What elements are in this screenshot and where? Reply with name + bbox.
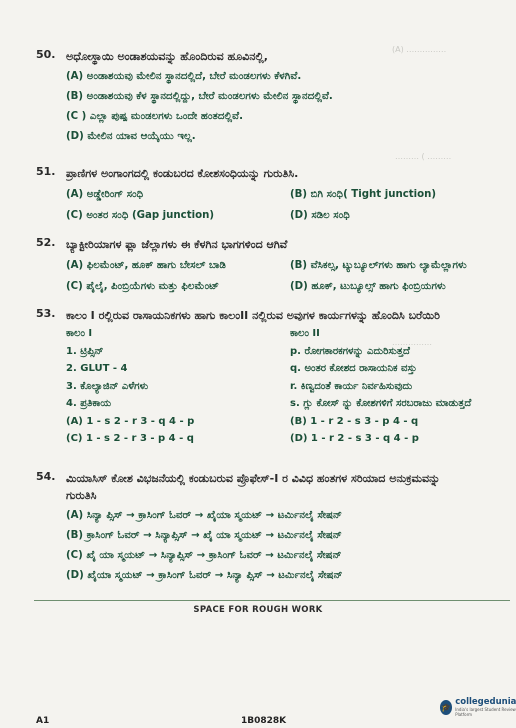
match-row xyxy=(66,378,514,396)
option-d: (D) ಸಡಿಲ ಸಂಧಿ xyxy=(290,210,350,221)
show-through-text: …………… xyxy=(392,338,432,347)
question-52 xyxy=(36,236,514,297)
option-d: (D) ಖೈಯಾ ಸ್ಮಯಟ್ → ಕ್ರಾಸಿಂಗ್ ಓವರ್ → ಸಿನ್ಯಾ ಪ್ಸಿಸ್ → ಟರ್ಮಿನಲೈ ಸೇಷನ್ xyxy=(66,570,343,581)
question-50 xyxy=(36,48,514,147)
option-a: (A) ಅಂಡಾಶಯವು ಮೇಲಿನ ಸ್ಥಾನದಲ್ಲಿದೆ, ಬೇರೆ ಮಂಡಲಗಳು ಕೆಳಗಿವೆ. xyxy=(66,71,302,82)
option-b: (B) ವೆಸಿಕಲ್ಸ, ಟ್ಯುಬ್ಯೂಲ್‌ಗಳು ಹಾಗು ಲ್ಯಾಮೆಲ್ಲಾಗಳು xyxy=(290,260,467,271)
match-left: 4. ಪ್ರತಿಕಾಯ xyxy=(66,398,112,409)
option-a: (A) ಫಿಲಮೆಂಟ್, ಹೂಕ್ ಹಾಗು ಬೇಸಲ್ ಬಾಡಿ xyxy=(66,260,226,271)
match-left: 3. ಕೊಲ್ಯಾಜಿನ್ ಎಳೆಗಳು xyxy=(66,380,149,392)
option-c: (C) ಖೈ ಯಾ ಸ್ಮಯಟ್ → ಸಿನ್ಯಾಪ್ಸಿಸ್ → ಕ್ರಾಸಿಂಗ್ ಓವರ್ → ಟರ್ಮಿನಲೈ ಸೇಷನ್ xyxy=(66,550,342,561)
option-a: (A) 1 - s 2 - r 3 - q 4 - p xyxy=(66,415,195,427)
question-text xyxy=(66,470,514,504)
question-number: 54. xyxy=(36,470,56,483)
paper-code: 1B0828K xyxy=(241,716,287,726)
option-d: (D) ಮೇಲಿನ ಯಾವ ಆಯ್ಕೆಯು ಇಲ್ಲ. xyxy=(66,131,196,142)
option-b: (B) ಬಿಗಿ ಸಂಧಿ( Tight junction) xyxy=(290,189,437,200)
question-text: ಪ್ರಾಣಿಗಳ ಅಂಗಾಂಗದಲ್ಲಿ ಕಂಡುಬರದ ಕೋಶಸಂಧಿಯನ್ನು ಗುರುತಿಸಿ. xyxy=(66,167,299,180)
watermark-logo xyxy=(440,698,516,717)
option-a: (A) ಸಿನ್ಯಾ ಪ್ಸಿಸ್ → ಕ್ರಾಸಿಂಗ್ ಓವರ್ → ಖೈಯಾ ಸ್ಮಯಟ್ → ಟರ್ಮಿನಲೈ ಸೇಷನ್ xyxy=(66,510,342,521)
option-d: (D) ಹೂಕ್, ಟುಬ್ಯೂಲ್ಸ್ ಹಾಗು ಫಿಂಬ್ರಿಯಗಳು xyxy=(290,281,446,292)
question-number: 51. xyxy=(36,165,56,178)
match-row xyxy=(66,360,514,378)
match-right: s. ಗ್ಲು ಕೋಸ್ ನ್ನು ಕೋಶಗಳಿಗೆ ಸರಬರಾಜು ಮಾಡುತ್ತದೆ xyxy=(290,398,472,409)
option-c: (C) ಅಂತರ ಸಂಧಿ (Gap junction) xyxy=(66,210,214,221)
match-right: p. ರೋಗಕಾರಕಗಳನ್ನು ಎದುರಿಸುತ್ತದೆ xyxy=(290,345,410,357)
question-text: ಬ್ಯಾಕ್ಟೀರಿಯಾಗಳ ಫ್ಲಾ ಜೆಲ್ಲಾಗಳು ಈ ಕೆಳಗಿನ ಭಾಗಗಳಿಂದ ಆಗಿವೆ xyxy=(66,238,288,251)
match-right: r. ಕಿಣ್ವದಂತೆ ಕಾರ್ಯ ನಿರ್ವಹಿಸುವುದು xyxy=(290,380,413,392)
match-row xyxy=(66,395,514,413)
question-number: 53. xyxy=(36,307,56,320)
match-header-row xyxy=(66,325,514,343)
rough-work-label: SPACE FOR ROUGH WORK xyxy=(193,605,323,615)
question-text-line-1: ಮಿಯಾಸಿಸ್ ಕೋಶ ವಿಭಜನೆಯಲ್ಲಿ ಕಂಡುಬರುವ ಪ್ರೊಫೇಸ್-I ರ ವಿವಿಧ ಹಂತಗಳ ಸರಿಯಾದ ಅನುಕ್ರಮವನ್ನು xyxy=(66,472,441,485)
column-header: ಕಾಲಂ I xyxy=(66,328,93,339)
page-code: A1 xyxy=(36,716,50,726)
option-row xyxy=(66,430,514,448)
question-51 xyxy=(36,165,514,226)
question-text: ಕಾಲಂ I ರಲ್ಲಿರುವ ರಾಸಾಯನಿಕಗಳು ಹಾಗು ಕಾಲಂII ನಲ್ಲಿರುವ ಅವುಗಳ ಕಾರ್ಯಗಳನ್ನು ಹೊಂದಿಸಿ ಬರೆಯಿರಿ xyxy=(66,309,440,322)
watermark-brand: collegedunia xyxy=(455,697,516,707)
graduation-cap-icon: 🎓 xyxy=(440,700,452,715)
option-b: (B) ಅಂಡಾಶಯವು ಕೆಳ ಸ್ಥಾನದಲ್ಲಿದ್ದು, ಬೇರೆ ಮಂಡಲಗಳು ಮೇಲಿನ ಸ್ಥಾನದಲ್ಲಿವೆ. xyxy=(66,91,333,102)
option-b: (B) ಕ್ರಾಸಿಂಗ್ ಓವರ್ → ಸಿನ್ಯಾಪ್ಸಿಸ್ → ಖೈ ಯಾ ಸ್ಮಯಟ್ → ಟರ್ಮಿನಲೈ ಸೇಷನ್ xyxy=(66,530,342,541)
question-53 xyxy=(36,307,514,448)
question-number: 50. xyxy=(36,48,56,61)
option-c: (C) 1 - s 2 - r 3 - p 4 - q xyxy=(66,433,194,444)
option-d: (D) 1 - r 2 - s 3 - q 4 - p xyxy=(290,433,419,444)
watermark-tagline: India's largest Student Review Platform xyxy=(455,707,516,717)
match-table xyxy=(66,325,514,448)
show-through-text: ……… ( ……… xyxy=(395,152,452,161)
question-54 xyxy=(36,470,514,586)
question-text-line-2: ಗುರುತಿಸಿ xyxy=(66,489,97,502)
option-a: (A) ಅಡ್ಡೇರಿಂಗ್ ಸಂಧಿ xyxy=(66,189,144,200)
show-through-text: (A) …………… xyxy=(392,45,447,54)
option-c: (C ) ಎಲ್ಲಾ ಪುಷ್ಪ ಮಂಡಲಗಳು ಒಂದೇ ಹಂತದಲ್ಲಿವೆ. xyxy=(66,111,243,122)
option-b: (B) 1 - r 2 - s 3 - p 4 - q xyxy=(290,415,419,427)
question-text: ಅಧೋಸ್ಥಾಯಿ ಅಂಡಾಶಯವನ್ನು ಹೊಂದಿರುವ ಹೂವಿನಲ್ಲಿ, xyxy=(66,50,268,63)
match-left: 1. ಟ್ರಿಪ್ಸಿನ್ xyxy=(66,345,104,357)
option-c: (C) ಪೈಲೈ, ಪಿಂಬ್ರಿಯೆಗಳು ಮತ್ತು ಫಿಲಮೆಂಟ್ xyxy=(66,281,220,292)
rough-work-divider xyxy=(34,600,510,601)
question-number: 52. xyxy=(36,236,56,249)
match-row xyxy=(66,343,514,361)
match-left: 2. GLUT - 4 xyxy=(66,363,128,374)
column-header: ಕಾಲಂ II xyxy=(290,328,320,339)
match-right: q. ಅಂತರ ಕೋಶದ ರಾಸಾಯನಿಕ ವಸ್ತು xyxy=(290,363,417,374)
option-row xyxy=(66,413,514,431)
